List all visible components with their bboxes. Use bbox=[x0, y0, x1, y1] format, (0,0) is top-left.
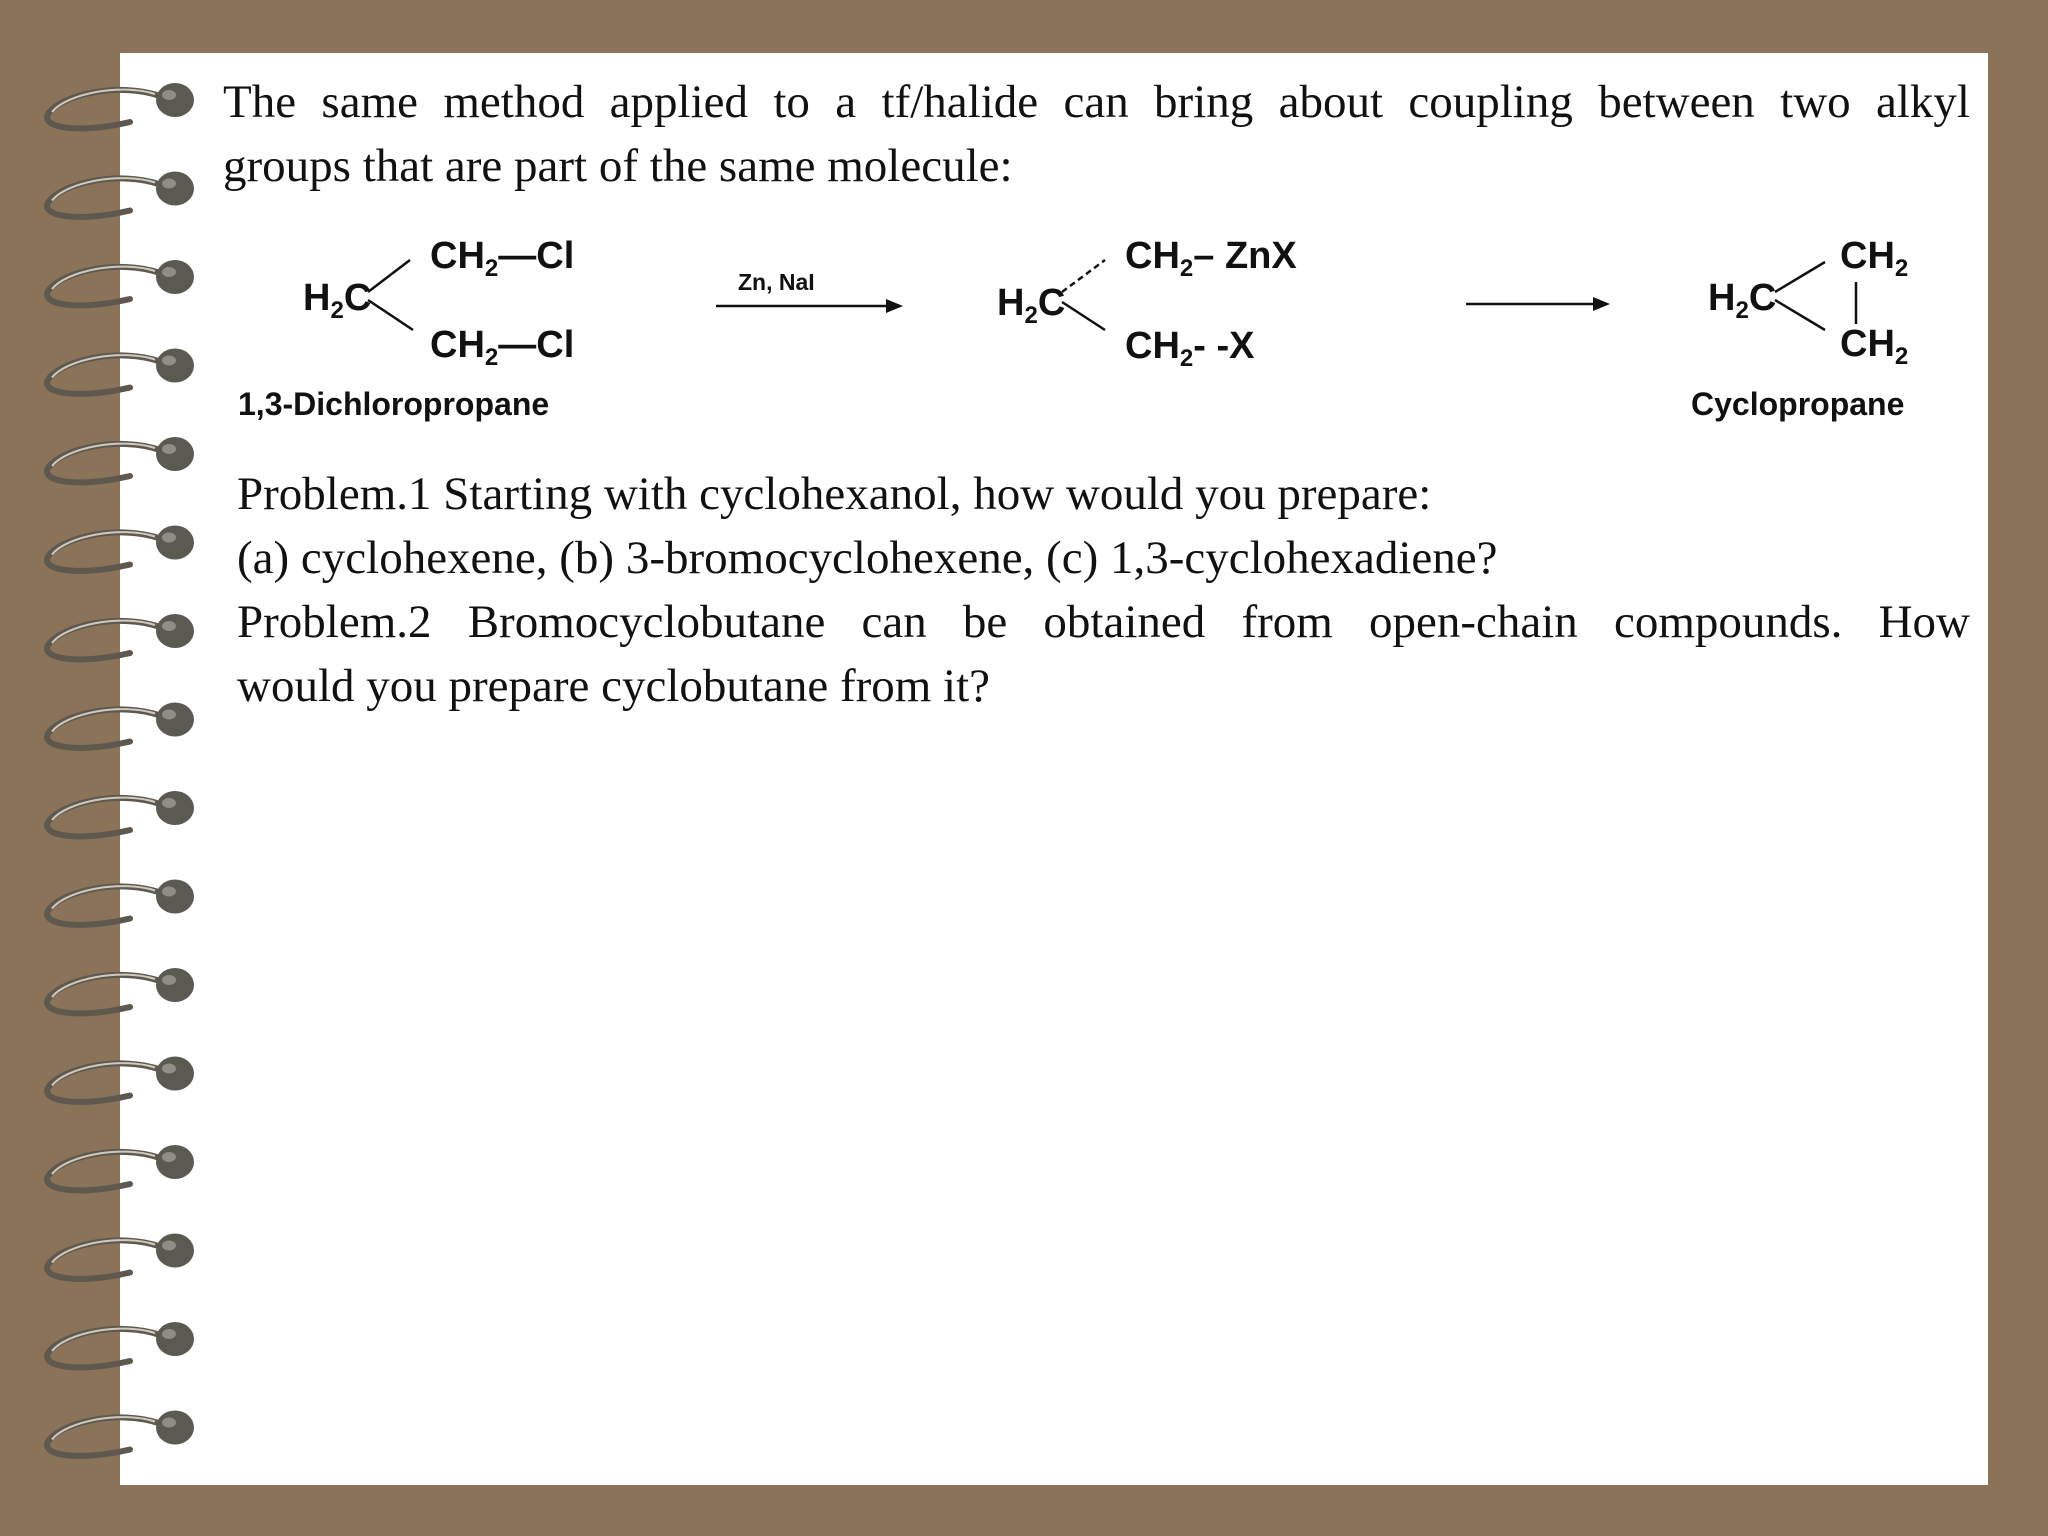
reactant-bond-bottom bbox=[368, 300, 413, 330]
spiral-ring bbox=[47, 703, 194, 748]
spiral-ring bbox=[47, 614, 194, 659]
reactant-name: 1,3-Dichloropropane bbox=[238, 386, 550, 422]
spiral-ring bbox=[47, 1322, 194, 1367]
arrow-2-head bbox=[1593, 297, 1610, 311]
spiral-ring bbox=[47, 437, 194, 482]
problems-paragraph bbox=[237, 462, 1970, 718]
reaction-scheme bbox=[200, 200, 2000, 460]
problem-1-line-1: Problem.1 Starting with cyclohexanol, how would you prepare: bbox=[237, 468, 1432, 520]
intermediate-bottom-group: $CH_2-$ -X bbox=[1125, 325, 1255, 372]
reaction-arrow-2 bbox=[1466, 297, 1610, 311]
reactant-top-group: $CH_2—Cl$ bbox=[430, 235, 575, 282]
intro-line-1: The same method applied to a tf/halide can bring about coupling between two alkyl bbox=[223, 76, 1970, 128]
intermediate-h2c: $H_2C$ bbox=[997, 282, 1066, 329]
product-bottom-ch2: $CH_2$ bbox=[1840, 323, 1909, 370]
product-structure bbox=[1691, 235, 1908, 422]
product-top-ch2: $CH_2$ bbox=[1840, 235, 1909, 282]
arrow-1-head bbox=[886, 299, 903, 313]
spiral-ring bbox=[47, 83, 194, 128]
spiral-ring bbox=[47, 968, 194, 1013]
intermediate-structure bbox=[997, 235, 1297, 372]
spiral-ring bbox=[47, 172, 194, 217]
reaction-arrow-1 bbox=[716, 269, 903, 313]
intro-paragraph bbox=[223, 70, 1970, 198]
problem-1-line-2: (a) cyclohexene, (b) 3-bromocyclohexene, (c) 1,3-cyclohexadiene? bbox=[237, 532, 1498, 584]
product-bond-top bbox=[1775, 262, 1825, 292]
product-name: Cyclopropane bbox=[1691, 386, 1905, 422]
product-h2c: $H_2C$ bbox=[1708, 277, 1777, 324]
reactant-structure bbox=[238, 235, 574, 422]
spiral-ring bbox=[47, 1057, 194, 1102]
intro-line-2: groups that are part of the same molecule: bbox=[223, 140, 1013, 192]
spiral-ring bbox=[47, 1411, 194, 1456]
problem-2-line-1: Problem.2 Bromocyclobutane can be obtained from open-chain compounds. How bbox=[237, 596, 1970, 648]
product-bond-bottom bbox=[1775, 300, 1825, 330]
intermediate-top-group: $CH_2-$ ZnX bbox=[1125, 235, 1297, 282]
spiral-ring bbox=[47, 1145, 194, 1190]
spiral-ring bbox=[47, 791, 194, 836]
spiral-ring bbox=[47, 349, 194, 394]
reactant-bond-top bbox=[368, 260, 410, 292]
reactant-bottom-group: $CH_2—Cl$ bbox=[430, 324, 575, 371]
reactant-h2c: $H_2C$ bbox=[303, 277, 372, 324]
intermediate-bond-top bbox=[1062, 260, 1105, 292]
reagent-label: Zn, NaI bbox=[738, 269, 815, 295]
spiral-ring bbox=[47, 880, 194, 925]
spiral-ring bbox=[47, 1234, 194, 1279]
spiral-ring bbox=[47, 260, 194, 305]
intermediate-bond-bottom bbox=[1062, 302, 1105, 330]
spiral-ring bbox=[47, 526, 194, 571]
problem-2-line-2: would you prepare cyclobutane from it? bbox=[237, 660, 991, 712]
